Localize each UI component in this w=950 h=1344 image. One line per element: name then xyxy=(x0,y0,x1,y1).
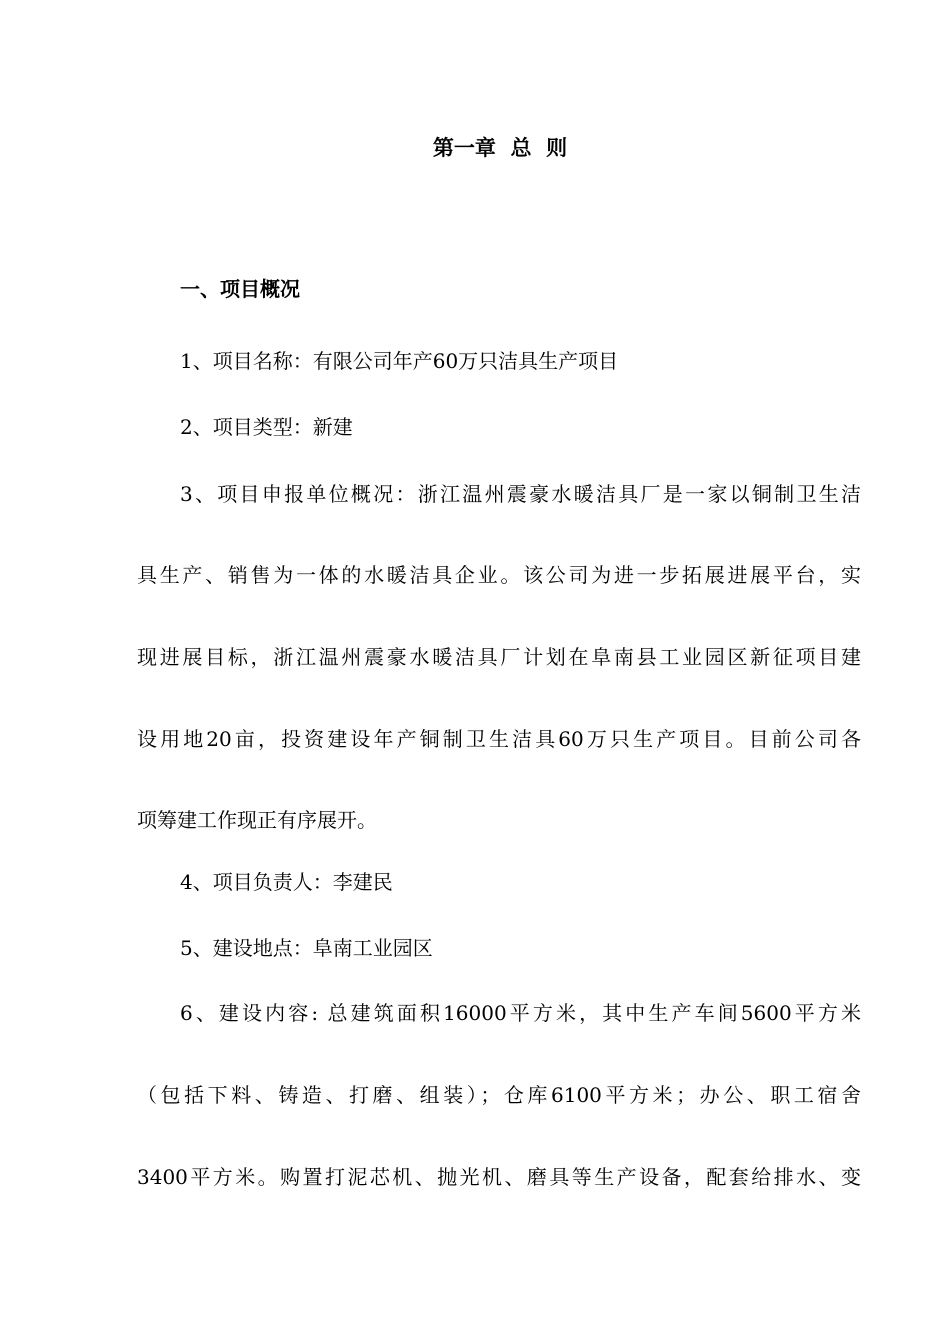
paragraph-line: 现进展目标，浙江温州震豪水暖洁具厂计划在阜南县工业园区新征项目建 xyxy=(137,645,861,669)
paragraph-line: 具生产、销售为一体的水暖洁具企业。该公司为进一步拓展进展平台，实 xyxy=(137,563,861,587)
paragraph-line: 项筹建工作现正有序展开。 xyxy=(137,808,377,832)
paragraph-line: 5、建设地点：阜南工业园区 xyxy=(180,936,433,960)
paragraph-line: 4、项目负责人：李建民 xyxy=(180,870,393,894)
paragraph-line: 1、项目名称：有限公司年产60万只洁具生产项目 xyxy=(180,349,619,373)
paragraph-line: 设用地20亩，投资建设年产铜制卫生洁具60万只生产项目。目前公司各 xyxy=(137,727,861,751)
chapter-title: 第一章 总 则 xyxy=(432,136,568,160)
paragraph-line: （包括下料、铸造、打磨、组装）；仓库6100平方米；办公、职工宿舍 xyxy=(137,1083,861,1107)
paragraph-line: 3、项目申报单位概况：浙江温州震豪水暖洁具厂是一家以铜制卫生洁 xyxy=(180,482,861,506)
section-heading: 一、项目概况 xyxy=(180,277,300,301)
paragraph-line: 3400平方米。购置打泥芯机、抛光机、磨具等生产设备，配套给排水、变 xyxy=(137,1165,861,1189)
paragraph-line: 2、项目类型：新建 xyxy=(180,415,353,439)
paragraph-line: 6、建设内容: 总建筑面积16000平方米，其中生产车间5600平方米 xyxy=(180,1001,861,1025)
